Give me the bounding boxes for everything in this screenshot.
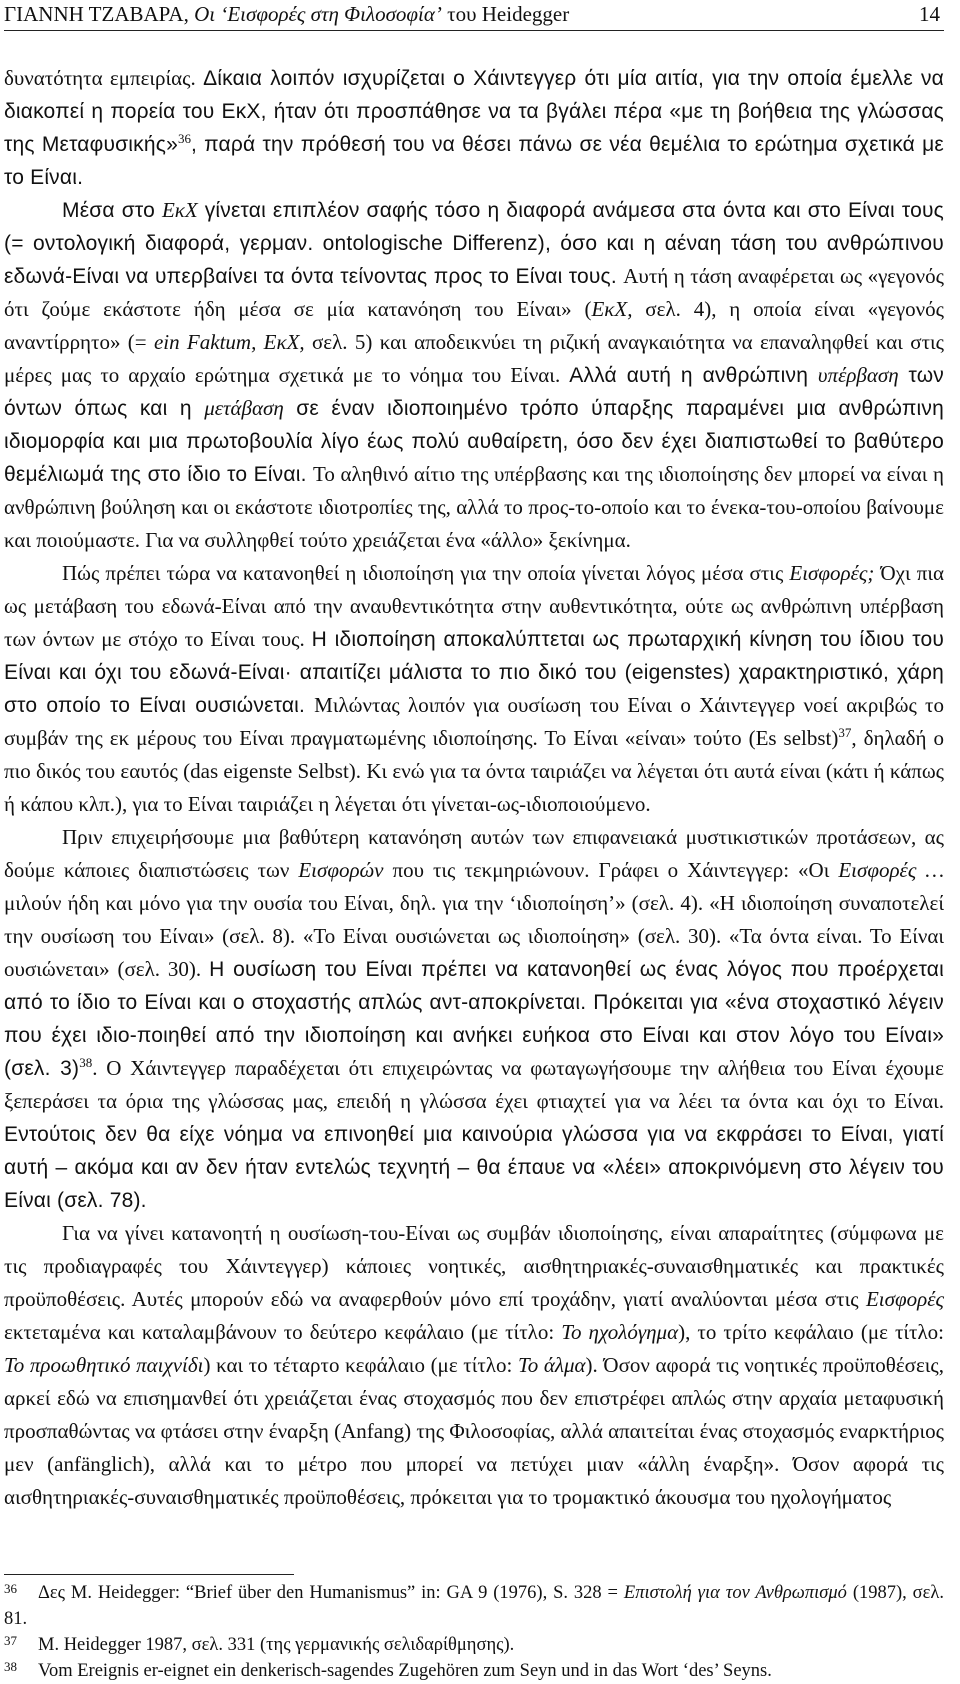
italic-text: Εισφορές; (789, 561, 875, 585)
footnote-number: 38 (4, 1659, 17, 1674)
text-run: (1987), σελ. 81. (4, 1583, 944, 1629)
paragraph (4, 557, 944, 821)
text-run: ), το τρίτο κεφάλαιο (με τίτλο: (678, 1320, 944, 1344)
header-title (4, 0, 569, 28)
text-run: Το Είναι «είναι» τούτο (Es selbst) (544, 726, 839, 750)
header-book-title: Οι ‘Εισφορές στη Φιλοσοφία’ (194, 2, 442, 26)
paragraph (4, 194, 944, 557)
footnote-separator (4, 1574, 294, 1575)
text-run: Όχι πια ως μετάβαση του εδωνά-Είναι από την αναυθεντικότητα στην αυθεντικότητα, ούτε ως ανθρώπινη υπέρβαση των όντων με στόχο το Είναι τους. (4, 561, 944, 651)
italic-text: Εισφορών (298, 858, 384, 882)
text-run: σελ. 5) και αποδεικνύει τη ριζική αναγκαιότητα να επαναληφθεί και στις μέρες μας το αρχαίο ερώτημα σχετικά με το νόημα του Είναι. (4, 330, 944, 387)
running-header (4, 0, 944, 30)
italic-text: Το ηχολόγημα (561, 1320, 679, 1344)
footnote-number: 37 (4, 1633, 17, 1648)
paragraph (4, 1217, 944, 1514)
text-run: Μέσα στο (62, 199, 162, 222)
text-run: M. Heidegger 1987, σελ. 331 (της γερμανικής σελιδαρίθμησης). (38, 1635, 515, 1655)
text-run: δυνατότητα εμπειρίας. (4, 66, 204, 90)
text-run: Αυτή η τάση αναφέρεται ως «γεγονός ότι ζούμε εκάστοτε ήδη μέσα σε μία κατανόηση του Είναι» ( (4, 264, 944, 321)
text-run: Δες M. Heidegger: “Brief über den Humanismus” in: GA 9 (1976), S. 328 = (38, 1583, 624, 1603)
footnotes (4, 1580, 944, 1684)
text-run: Μιλώντας λοιπόν για ουσίωση του Είναι ο Χάιντεγγερ νοεί ακριβώς το συμβάν της εκ μέρους του Είναι πραγματωμένης ιδιοποίησης. (4, 693, 945, 750)
text-run: ) και το τέταρτο κεφάλαιο (με τίτλο: (203, 1353, 518, 1377)
header-rule (4, 30, 944, 31)
footnote (4, 1658, 944, 1684)
text-run: Πώς πρέπει τώρα να κατανοηθεί η ιδιοποίηση για την οποία γίνεται λόγος μέσα στις (62, 561, 790, 585)
footnote-ref: 37 (838, 725, 852, 740)
text-run: Η ουσίωση του Είναι πρέπει να κατανοηθεί ως ένας λόγος που προέρχεται από το ίδιο το Είναι και ο στοχαστής απλώς αντ-αποκρίνεται. Πρόκειται για «ένα στοχαστικό λέγειν που έχει ιδιο-ποιηθεί από την ιδιοποίηση και ανήκει ευήκοα στο Είναι και στον λόγο του Είναι» (σελ. 3) (4, 958, 945, 1080)
footnote-ref: 38 (79, 1055, 93, 1070)
header-title-rest: του Heidegger (447, 2, 570, 26)
italic-text: Εισφορές … (838, 858, 944, 882)
text-run: σελ. 4), η οποία είναι «γεγονός αναντίρρητο» (= (4, 297, 944, 354)
text-run: γίνεται επιπλέον σαφής τόσο η διαφορά ανάμεσα στα όντα και στο Είναι τους (= οντολογική διαφορά, γερμαν. ontologische Differenz), όσο και η αέναη τάση του ανθρώπινου εδωνά-Είναι να υπερβαίνει τα όντα τείνοντας προς το Είναι τους. (4, 199, 944, 288)
text-run: Δίκαια λοιπόν ισχυρίζεται ο Χάιντεγγερ ότι μία αιτία, για την οποία έμελλε να διακοπεί η πορεία του ΕκΧ, ήταν ότι προσπάθησε να τα βγάλει πέρα «με τη βοήθεια της γλώσσας της Μεταφυσικής» (4, 67, 945, 156)
text-run: Το αληθινό αίτιο της υπέρβασης και της ιδιοποίησης δεν μπορεί να είναι η ανθρώπινη βούληση και οι εκάστοτε ιδιοτροπίες της, αλλά το προς-το-οποίο και το ένεκα-του-οποίου βαίνουμε και ποιούμαστε. Για να συλληφθεί τούτο χρειάζεται ένα «άλλο» ξεκίνημα. (4, 462, 944, 552)
text-run: , δηλαδή ο πιο δικός του εαυτός (das eigenste Selbst). Κι ενώ για τα όντα ταιριάζει να λέγεται ότι αυτά είναι (κάτι ή κάπως ή κάπου κλπ.), για το Είναι ταιριάζει η λέγεται ότι γίνεται-ως-ιδιοποιούμενο. (4, 726, 944, 816)
paragraph (4, 821, 944, 1217)
text-run: των όντων όπως και η (4, 364, 945, 420)
footnote (4, 1632, 944, 1658)
text-run: ). Όσον αφορά τις νοητικές προϋποθέσεις, αρκεί εδώ να επισημανθεί ότι χρειάζεται ένας στοχασμός που δεν επιστρέφει απλώς στην αρχαία μεταφυσική προσπαθώντας να φτάσει στην έναρξη (Anfang) της Φιλοσοφίας, αλλά απαιτείται ένας στοχασμός εναρκτήριος μεν (anfänglich), αλλά και το μέτρο που μπορεί να πετύχει μιαν «άλλη έναρξη». Όσον αφορά τις αισθητηριακές-συναισθηματικές προϋποθέσεις, πρόκειται για το τρομακτικό άκουσμα του ηχολογήματος (4, 1353, 944, 1509)
italic-text: ΕκΧ (161, 198, 198, 222)
italic-text: μετάβαση (204, 396, 284, 420)
text-run: Αλλά αυτή η ανθρώπινη (569, 364, 818, 387)
text-run: Πριν επιχειρήσουμε μια βαθύτερη κατανόηση αυτών των επιφανειακά μυστικιστικών προτάσεων, ας δούμε κάποιες διαπιστώσεις των (4, 825, 944, 882)
italic-text: Το προωθητικό παιχνίδι (4, 1353, 204, 1377)
text-run: εκτεταμένα και καταλαμβάνουν το δεύτερο κεφάλαιο (με τίτλο: (4, 1320, 562, 1344)
italic-text: Επιστολή για τον Ανθρωπισμό (623, 1583, 847, 1603)
text-run: , παρά την πρόθεσή του να θέσει πάνω σε νέα θεμέλια το ερώτημα σχετικά με το Είναι. (4, 133, 944, 189)
footnote-number: 36 (4, 1581, 17, 1596)
text-run: σε έναν ιδιοποιημένο τρόπο ύπαρξης παραμένει μια ανθρώπινη ιδιομορφία και μια πρωτοβουλία λίγο έως πολύ αυθαίρετη, όσο δεν έχει διαπιστωθεί το βαθύτερο θεμέλιωμά της στο ίδιο το Είναι. (4, 397, 944, 486)
italic-text: ΕκΧ, (591, 297, 633, 321)
text-run: που τις τεκμηριώνουν. Γράφει ο Χάιντεγγερ: «Οι (383, 858, 839, 882)
text-run: Εντούτοις δεν θα είχε νόημα να επινοηθεί μια καινούρια γλώσσα για να εκφράσει το Είναι, γιατί αυτή – ακόμα και αν δεν ήταν εντελώς τεχνητή – θα έπαυε να «λέει» αποκρινόμενη στο λέγειν του Είναι (σελ. 78). (4, 1123, 944, 1212)
italic-text: Εισφορές (865, 1287, 944, 1311)
text-run: Η ιδιοποίηση αποκαλύπτεται ως πρωταρχική κίνηση του ίδιου του Είναι και όχι του εδωνά-Είναι· απαιτίζει μάλιστα το πιο δικό του (eigenstes) χαρακτηριστικό, χάρη στο οποίο το Είναι ουσιώνεται. (4, 628, 945, 717)
page-number: 14 (919, 2, 940, 26)
text-run: Για να γίνει κατανοητή η ουσίωση-του-Είναι ως συμβάν ιδιοποίησης, είναι απαραίτητες (σύμφωνα με τις προδιαγραφές του Χάιντεγγερ) κάποιες νοητικές, αισθητηριακές-συναισθηματικές και πρακτικές προϋποθέσεις. Αυτές μπορούν εδώ να αναφερθούν μόνο επί τροχάδην, γιατί αναλύονται μέσα στις (4, 1221, 944, 1311)
italic-text: Το άλμα (517, 1353, 586, 1377)
text-run: . Ο Χάιντεγγερ παραδέχεται ότι επιχειρώντας να φωταγωγήσουμε την αλήθεια του Είναι έχουμε ξεπεράσει τα όρια της γλώσσας μας, επειδή η γλώσσα έχει φτιαχτεί για να λέει τα όντα και όχι το Είναι. (4, 1056, 944, 1113)
paragraph (4, 62, 944, 194)
italic-text: ein Faktum, ΕκΧ, (153, 330, 305, 354)
body-text (4, 62, 944, 1514)
text-run: μιλούν ήδη και μόνο για την ουσία του Είναι, δηλ. για την ‘ιδιοποίηση’» (σελ. 4). «Η ιδιοποίηση συναποτελεί την ουσίωση του Είναι» (σελ. 8). «Το Είναι ουσιώνεται ως ιδιοποίηση» (σελ. 30). «Τα όντα είναι. Το Είναι ουσιώνεται» (σελ. 30). (4, 891, 944, 981)
footnote (4, 1580, 944, 1632)
header-author: ΓΙΑΝΝΗ ΤΖΑΒΑΡΑ, (4, 2, 189, 26)
footnote-ref: 36 (177, 131, 191, 146)
italic-text: υπέρβαση (817, 363, 899, 387)
text-run: Vom Ereignis er-eignet ein denkerisch-sagendes Zugehören zum Seyn und in das Wort ‘des’ Seyns. (38, 1661, 772, 1681)
